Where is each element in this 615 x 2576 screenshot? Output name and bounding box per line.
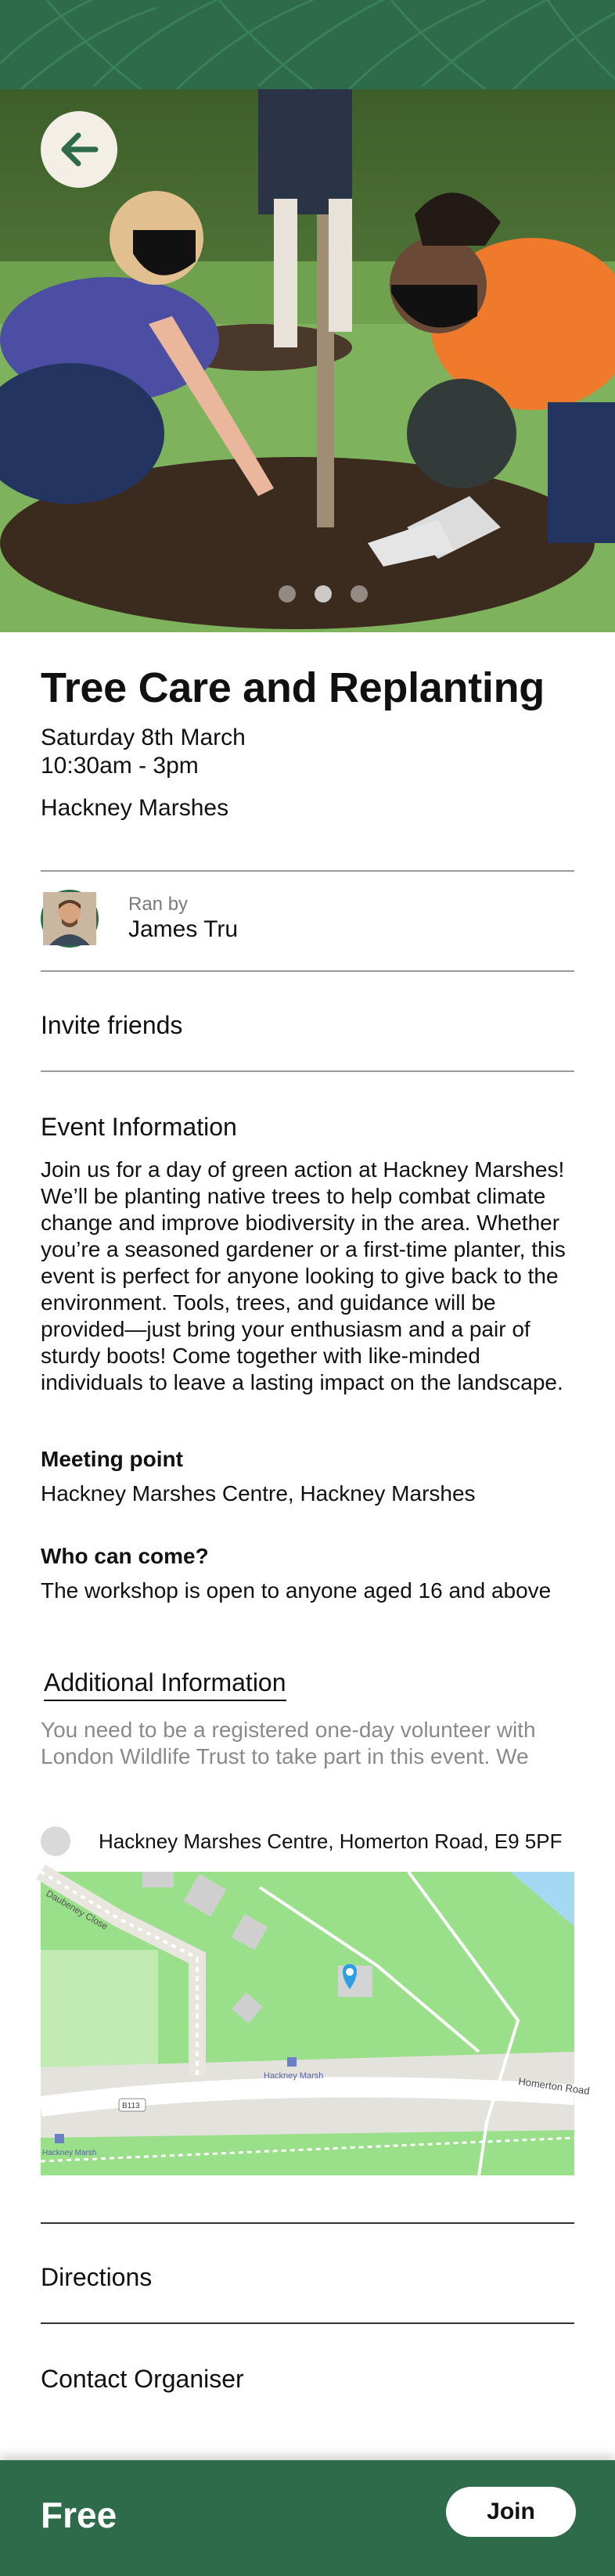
event-map[interactable] xyxy=(41,1872,591,2175)
directions-button[interactable]: Directions xyxy=(41,2263,153,2291)
divider xyxy=(41,2222,574,2224)
bottom-action-bar xyxy=(0,2460,615,2576)
leaf-pattern-graphic xyxy=(0,0,615,89)
location-circle-icon xyxy=(41,1826,70,1856)
header-leaf-pattern xyxy=(0,0,615,89)
additional-information-text: You need to be a registered one-day volunteer with London Wildlife Trust to take part in this event. We xyxy=(41,1718,536,1768)
organiser-prefix: Ran by xyxy=(128,894,189,915)
event-date: Saturday 8th March xyxy=(41,725,246,751)
event-title: Tree Care and Replanting xyxy=(41,664,545,711)
map-label-poi: Hackney Marsh xyxy=(264,2071,324,2081)
meeting-point-value: Hackney Marshes Centre, Hackney Marshes xyxy=(41,1481,476,1506)
divider xyxy=(41,970,574,972)
organiser-row[interactable] xyxy=(41,889,574,948)
divider xyxy=(41,870,574,872)
carousel-dot-active[interactable] xyxy=(315,585,332,603)
join-button[interactable]: Join xyxy=(446,2487,576,2537)
event-information-heading: Event Information xyxy=(41,1113,237,1141)
map-label-close: Daubeney Close xyxy=(44,1887,110,1932)
event-price: Free xyxy=(41,2495,117,2535)
event-summary xyxy=(41,665,574,822)
who-can-come-value: The workshop is open to anyone aged 16 and above xyxy=(41,1578,552,1603)
carousel-dot[interactable] xyxy=(351,585,368,603)
location-address: Hackney Marshes Centre, Homerton Road, E9 5PF xyxy=(99,1829,563,1853)
contact-organiser-button[interactable]: Contact Organiser xyxy=(41,2365,244,2393)
additional-information-link[interactable]: Additional Information xyxy=(44,1667,286,1701)
who-can-come-label: Who can come? xyxy=(41,1544,209,1568)
meeting-point-label: Meeting point xyxy=(41,1447,183,1471)
event-time: 10:30am - 3pm xyxy=(41,753,199,779)
map-label-road: Homerton Road xyxy=(517,2075,591,2097)
avatar-illustration xyxy=(43,892,96,945)
event-location: Hackney Marshes xyxy=(41,795,229,822)
organiser-avatar xyxy=(41,890,99,948)
organiser-name: James Tru xyxy=(128,916,239,942)
map-illustration xyxy=(41,1872,591,2175)
carousel-dot[interactable] xyxy=(279,585,296,603)
map-label-poi2: Hackney Marsh xyxy=(42,2149,97,2157)
map-label-shield: B113 xyxy=(122,2102,140,2110)
divider xyxy=(41,1070,574,1072)
invite-friends-button[interactable]: Invite friends xyxy=(41,1011,183,1039)
location-row xyxy=(41,1826,574,1856)
event-description: Join us for a day of green action at Hackney Marshes! We’ll be planting native trees to help combat climate change and improve biodiversity in the area. Whether you’re a seasoned gardener or a first-time planter, this event is perfect for anyone looking to give back to the environment. Tools, trees, and guidance will be provided—just bring your enthusiasm and a pair of sturdy boots! Come together with like-minded individuals to leave a lasting impact on the landscape. xyxy=(41,1157,566,1394)
arrow-left-icon xyxy=(56,127,102,172)
image-carousel-dots xyxy=(279,585,368,603)
back-button[interactable] xyxy=(41,111,117,188)
divider xyxy=(41,2322,574,2324)
